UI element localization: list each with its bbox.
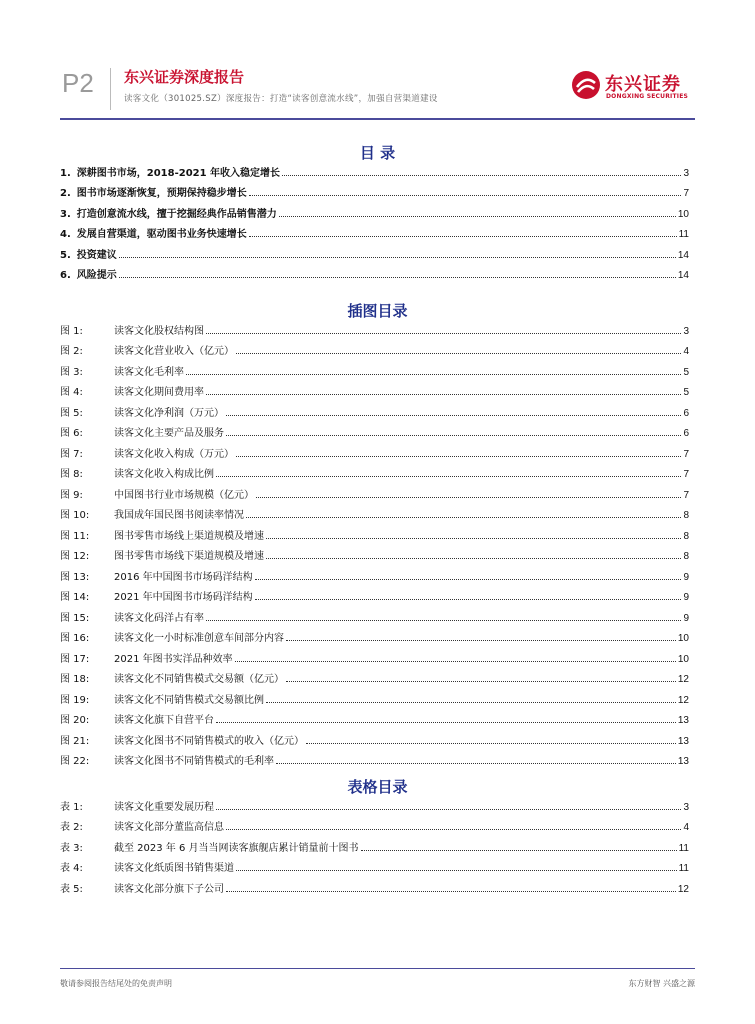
entry-number: 图 5: xyxy=(60,407,83,419)
entry-title: 2016 年中国图书市场码洋结构 xyxy=(114,571,253,583)
entry-number: 5. xyxy=(60,249,71,261)
entry-page: 7 xyxy=(683,448,689,460)
entry-page: 8 xyxy=(683,551,689,562)
dot-leader xyxy=(249,236,677,237)
entry-page: 6 xyxy=(683,407,689,419)
dot-leader xyxy=(236,870,677,871)
figures-entry[interactable] xyxy=(60,665,689,686)
tables-list xyxy=(60,792,689,895)
entry-page: 4 xyxy=(683,822,689,833)
figures-entry[interactable] xyxy=(60,316,689,337)
figures-entry[interactable] xyxy=(60,542,689,563)
figures-entry[interactable] xyxy=(60,439,689,460)
dot-leader xyxy=(306,743,676,744)
logo-text-en: DONGXING SECURITIES xyxy=(606,93,689,100)
header-rule xyxy=(60,118,695,120)
entry-title: 读客文化一小时标准创意车间部分内容 xyxy=(114,633,284,644)
dot-leader xyxy=(226,435,681,436)
entry-title: 读客文化期间费用率 xyxy=(114,387,204,398)
entry-number: 图 16: xyxy=(60,633,90,644)
entry-number: 3. xyxy=(60,208,71,220)
entry-number: 表 1: xyxy=(60,801,83,813)
figures-entry[interactable] xyxy=(60,521,689,542)
entry-title: 读客文化旗下自营平台 xyxy=(114,715,214,726)
entry-title: 读客文化重要发展历程 xyxy=(114,801,214,813)
entry-title: 图书零售市场线下渠道规模及增速 xyxy=(114,551,264,562)
entry-page: 5 xyxy=(683,366,689,378)
dot-leader xyxy=(236,456,681,457)
entry-page: 13 xyxy=(677,735,689,747)
contents-entry[interactable] xyxy=(60,158,689,179)
entry-title: 读客文化图书不同销售模式的毛利率 xyxy=(114,756,274,767)
entry-number: 表 2: xyxy=(60,822,83,833)
dot-leader xyxy=(279,216,676,217)
figures-entry[interactable] xyxy=(60,419,689,440)
figures-entry[interactable] xyxy=(60,603,689,624)
contents-entry[interactable] xyxy=(60,220,689,241)
page-number: P2 xyxy=(62,68,94,98)
dot-leader xyxy=(249,195,682,196)
entry-number: 图 8: xyxy=(60,469,83,480)
entry-number: 图 7: xyxy=(60,448,83,460)
entry-number: 表 4: xyxy=(60,863,83,874)
figures-entry[interactable] xyxy=(60,501,689,522)
entry-number: 图 1: xyxy=(60,325,83,337)
dot-leader xyxy=(286,681,676,682)
dot-leader xyxy=(119,257,676,258)
entry-title: 读客文化部分董监高信息 xyxy=(114,822,224,833)
report-title: 东兴证券深度报告 xyxy=(124,68,245,86)
entry-title: 读客文化部分旗下子公司 xyxy=(114,883,224,895)
entry-title: 读客文化收入构成（万元） xyxy=(114,448,234,460)
entry-title: 读客文化净利润（万元） xyxy=(114,407,224,419)
contents-entry[interactable] xyxy=(60,179,689,200)
dot-leader xyxy=(286,640,676,641)
figures-entry[interactable] xyxy=(60,624,689,645)
entry-title: 读客文化营业收入（亿元） xyxy=(114,346,234,357)
entry-title: 读客文化主要产品及服务 xyxy=(114,428,224,439)
figures-entry[interactable] xyxy=(60,726,689,747)
entry-page: 11 xyxy=(678,863,689,874)
entry-title: 投资建议 xyxy=(76,249,117,261)
entry-title: 打造创意流水线，擅于挖掘经典作品销售潜力 xyxy=(76,208,277,220)
dot-leader xyxy=(235,661,676,662)
entry-number: 图 20: xyxy=(60,715,90,726)
entry-page: 14 xyxy=(677,270,689,281)
entry-number: 图 10: xyxy=(60,510,90,521)
entry-title: 读客文化不同销售模式交易额比例 xyxy=(114,694,264,706)
entry-page: 3 xyxy=(683,801,689,813)
page-header xyxy=(60,64,695,114)
entry-page: 10 xyxy=(677,653,689,665)
footer-disclaimer: 敬请参阅报告结尾处的免责声明 xyxy=(60,979,172,988)
figures-entry[interactable] xyxy=(60,685,689,706)
dot-leader xyxy=(226,829,681,830)
entry-page: 4 xyxy=(683,346,689,357)
figures-entry[interactable] xyxy=(60,460,689,481)
entry-number: 图 3: xyxy=(60,366,83,378)
entry-number: 图 17: xyxy=(60,653,90,665)
logo-text-cn: 东兴证券 xyxy=(605,74,681,95)
entry-number: 1. xyxy=(60,167,71,179)
entry-page: 9 xyxy=(683,592,689,603)
dot-leader xyxy=(266,702,676,703)
entry-number: 图 11: xyxy=(60,530,90,542)
figures-entry[interactable] xyxy=(60,644,689,665)
dot-leader xyxy=(216,722,676,723)
entry-number: 图 21: xyxy=(60,735,90,747)
figures-entry[interactable] xyxy=(60,747,689,768)
dot-leader xyxy=(255,579,682,580)
entry-page: 10 xyxy=(677,208,689,220)
figures-entry[interactable] xyxy=(60,337,689,358)
entry-title: 我国成年国民图书阅读率情况 xyxy=(114,510,244,521)
entry-title: 读客文化股权结构图 xyxy=(114,325,204,337)
dot-leader xyxy=(266,558,681,559)
contents-title: 目 录 xyxy=(359,144,396,162)
entry-title: 读客文化纸质图书销售渠道 xyxy=(114,863,234,874)
dot-leader xyxy=(206,333,681,334)
figures-entry[interactable] xyxy=(60,480,689,501)
entry-page: 13 xyxy=(677,715,689,726)
entry-page: 9 xyxy=(683,612,689,624)
entry-title: 读客文化码洋占有率 xyxy=(114,612,204,624)
entry-page: 14 xyxy=(677,249,689,261)
footer-slogan: 东方财智 兴盛之源 xyxy=(628,979,695,988)
entry-page: 8 xyxy=(683,510,689,521)
entry-number: 图 13: xyxy=(60,571,90,583)
entry-page: 12 xyxy=(677,674,689,685)
dot-leader xyxy=(236,353,681,354)
dot-leader xyxy=(266,538,681,539)
entry-title: 中国图书行业市场规模（亿元） xyxy=(114,489,254,501)
footer-rule xyxy=(60,968,695,969)
dot-leader xyxy=(226,415,681,416)
entry-page: 10 xyxy=(677,633,689,644)
entry-title: 图书零售市场线上渠道规模及增速 xyxy=(114,530,264,542)
tables-entry[interactable] xyxy=(60,813,689,834)
tables-entry[interactable] xyxy=(60,854,689,875)
entry-page: 7 xyxy=(683,188,689,199)
figures-list xyxy=(60,316,689,767)
entry-number: 图 14: xyxy=(60,592,90,603)
dot-leader xyxy=(256,497,681,498)
entry-page: 6 xyxy=(683,428,689,439)
dot-leader xyxy=(246,517,681,518)
dot-leader xyxy=(255,599,682,600)
entry-title: 读客文化图书不同销售模式的收入（亿元） xyxy=(114,735,304,747)
logo-mark-icon xyxy=(571,70,601,100)
entry-page: 7 xyxy=(683,469,689,480)
figures-entry[interactable] xyxy=(60,357,689,378)
dot-leader xyxy=(119,277,676,278)
tables-entry[interactable] xyxy=(60,874,689,895)
entry-title: 2021 年图书实洋品种效率 xyxy=(114,653,233,665)
dot-leader xyxy=(186,374,681,375)
contents-entry[interactable] xyxy=(60,261,689,282)
tables-entry[interactable] xyxy=(60,833,689,854)
tables-title: 表格目录 xyxy=(347,778,408,796)
entry-number: 图 9: xyxy=(60,489,83,501)
figures-entry[interactable] xyxy=(60,378,689,399)
entry-page: 12 xyxy=(677,694,689,706)
dot-leader xyxy=(206,620,681,621)
entry-number: 图 6: xyxy=(60,428,83,439)
entry-title: 风险提示 xyxy=(76,270,117,281)
dot-leader xyxy=(226,891,676,892)
entry-number: 表 5: xyxy=(60,883,83,895)
tables-entry[interactable] xyxy=(60,792,689,813)
entry-title: 截至 2023 年 6 月当当网读客旗舰店累计销量前十图书 xyxy=(114,842,359,854)
figures-entry[interactable] xyxy=(60,706,689,727)
entry-number: 表 3: xyxy=(60,842,83,854)
dot-leader xyxy=(282,175,681,176)
header-divider xyxy=(110,68,111,110)
figures-entry[interactable] xyxy=(60,398,689,419)
entry-number: 图 4: xyxy=(60,387,83,398)
entry-page: 8 xyxy=(683,530,689,542)
entry-number: 图 18: xyxy=(60,674,90,685)
entry-page: 11 xyxy=(678,229,689,240)
entry-page: 3 xyxy=(683,167,689,179)
entry-title: 发展自营渠道，驱动图书业务快速增长 xyxy=(76,229,247,240)
contents-entry[interactable] xyxy=(60,240,689,261)
entry-page: 5 xyxy=(683,387,689,398)
entry-page: 12 xyxy=(677,883,689,895)
entry-title: 读客文化收入构成比例 xyxy=(114,469,214,480)
entry-page: 13 xyxy=(677,756,689,767)
entry-number: 图 22: xyxy=(60,756,90,767)
company-logo xyxy=(571,68,691,104)
entry-number: 图 15: xyxy=(60,612,90,624)
entry-title: 2021 年中国图书市场码洋结构 xyxy=(114,592,253,603)
entry-title: 读客文化不同销售模式交易额（亿元） xyxy=(114,674,284,685)
entry-page: 9 xyxy=(683,571,689,583)
dot-leader xyxy=(206,394,681,395)
entry-number: 图 19: xyxy=(60,694,90,706)
entry-title: 深耕图书市场，2018-2021 年收入稳定增长 xyxy=(76,167,281,179)
entry-title: 图书市场逐渐恢复，预期保持稳步增长 xyxy=(76,188,247,199)
dot-leader xyxy=(361,850,677,851)
entry-number: 6. xyxy=(60,270,71,281)
entry-number: 2. xyxy=(60,188,71,199)
entry-title: 读客文化毛利率 xyxy=(114,366,184,378)
entry-number: 图 2: xyxy=(60,346,83,357)
dot-leader xyxy=(216,809,681,810)
report-subtitle: 读客文化（301025.SZ）深度报告：打造“读客创意流水线”，加强自营渠道建设 xyxy=(124,94,438,104)
dot-leader xyxy=(276,763,676,764)
figures-title: 插图目录 xyxy=(347,302,408,320)
entry-page: 11 xyxy=(678,842,689,854)
contents-entry[interactable] xyxy=(60,199,689,220)
entry-number: 图 12: xyxy=(60,551,90,562)
dot-leader xyxy=(216,476,681,477)
contents-list xyxy=(60,158,689,281)
figures-entry[interactable] xyxy=(60,583,689,604)
entry-page: 7 xyxy=(683,489,689,501)
entry-number: 4. xyxy=(60,229,71,240)
entry-page: 3 xyxy=(683,325,689,337)
figures-entry[interactable] xyxy=(60,562,689,583)
